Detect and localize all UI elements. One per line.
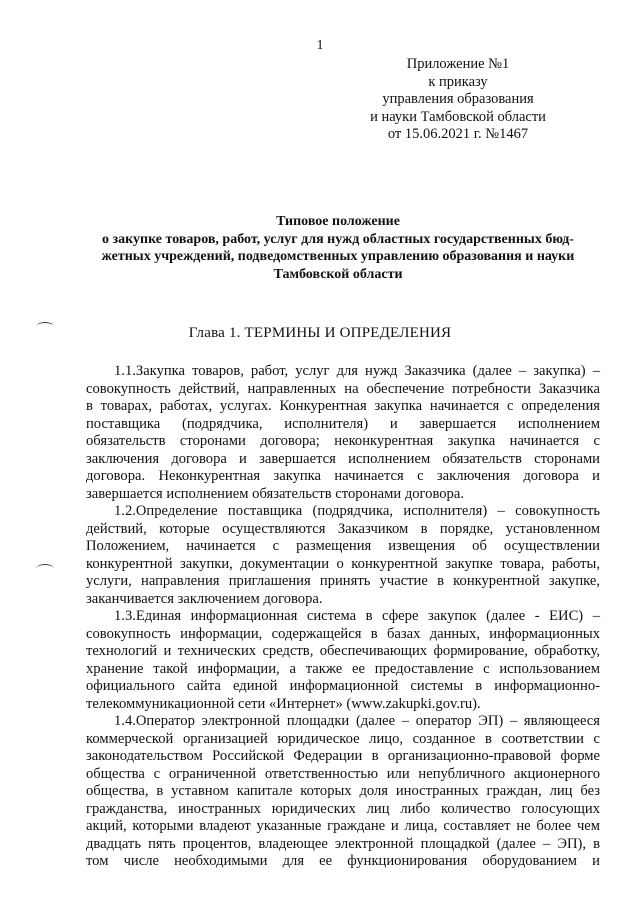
appendix-reference bbox=[328, 56, 588, 144]
body-line: коммерческой организацией юридическое лицо, созданное в соответствии с bbox=[86, 730, 600, 747]
body-line: 1.3.Единая информационная система в сфере закупок (далее - ЕИС) – bbox=[114, 608, 600, 624]
body-line: 1.4.Оператор электронной площадки (далее – оператор ЭП) – являющееся bbox=[114, 713, 600, 729]
appendix-line: к приказу bbox=[428, 73, 488, 90]
body-line: поставщика (подрядчика, исполнителя) и завершается исполнением bbox=[86, 415, 600, 432]
chapter-heading: Глава 1. ТЕРМИНЫ И ОПРЕДЕЛЕНИЯ bbox=[188, 325, 452, 341]
appendix-line: Приложение №1 bbox=[406, 56, 510, 72]
appendix-line: и науки Тамбовской области bbox=[370, 108, 546, 125]
title-line: о закупке товаров, работ, услуг для нужд областных государственных бюд- bbox=[102, 231, 574, 247]
body-line: совокупность информации, содержащейся в базах данных, информационных bbox=[86, 625, 600, 642]
body-line: двадцать пять процентов, владеющее электронной площадкой (далее – ЭП), в bbox=[86, 835, 600, 852]
body-line: действий, которые осуществляются Заказчиком в порядке, установленном bbox=[86, 520, 600, 537]
body-text bbox=[86, 363, 600, 871]
body-line: технологий и технических средств, обеспечивающих формирование, обработку, bbox=[86, 643, 600, 659]
body-line: официального сайта единой информационной системы в информационно- bbox=[86, 678, 600, 694]
body-line: законодательством Российской Федерации в организационно-правовой форме bbox=[86, 748, 600, 764]
title-line: жетных учреждений, подведомственных управлению образования и науки bbox=[101, 249, 575, 264]
body-line: заключения договора и завершается исполнением обязательств сторонами bbox=[86, 450, 600, 467]
document-title bbox=[70, 213, 606, 283]
title-line: Типовое положение bbox=[276, 214, 400, 229]
body-line: обязательств сторонами договора; неконкурентная закупка начинается с bbox=[86, 433, 600, 449]
appendix-line: управления образования bbox=[382, 91, 534, 107]
body-line: гражданства, иностранных юридических лиц либо количество голосующих bbox=[86, 800, 600, 817]
body-line: Положением, начинается с размещения извещения об осуществлении bbox=[86, 538, 600, 554]
appendix-line: от 15.06.2021 г. №1467 bbox=[387, 126, 529, 142]
title-line: Тамбовской области bbox=[273, 266, 403, 282]
body-line: 1.1.Закупка товаров, работ, услуг для нужд Заказчика (далее – закупка) – bbox=[114, 363, 600, 379]
body-line: заканчивается заключением договора. bbox=[86, 590, 323, 607]
body-line: совокупность действий, направленных на обеспечение потребности Заказчика bbox=[86, 380, 600, 397]
body-line: акций, которыми владеют указанные граждане и лица, составляет не более чем bbox=[86, 818, 600, 834]
body-line: договора. Неконкурентная закупка начинается с заключения договора и bbox=[86, 468, 600, 484]
body-line: в товарах, работах, услугах. Конкурентная закупка начинается с определения bbox=[86, 398, 600, 414]
body-line: услуги, направления приглашения принять участие в конкурентной закупке, bbox=[86, 573, 600, 589]
body-line: завершается исполнением обязательств сторонами договора. bbox=[86, 485, 464, 502]
body-line: телекоммуникационной сети «Интернет» (www.zakupki.gov.ru). bbox=[86, 695, 481, 712]
page-number: 1 bbox=[316, 38, 324, 53]
body-line: хранение такой информации, а также ее предоставление с использованием bbox=[86, 660, 600, 677]
body-line: том числе необходимыми для ее функционирования оборудованием и bbox=[86, 853, 600, 869]
margin-mark bbox=[36, 564, 54, 573]
body-line: 1.2.Определение поставщика (подрядчика, исполнителя) – совокупность bbox=[114, 503, 600, 519]
body-line: общества, в уставном капитале которых доля иностранных граждан, лиц без bbox=[86, 783, 600, 799]
body-line: общества с ограниченной ответственностью или непубличного акционерного bbox=[86, 765, 600, 782]
body-line: конкурентной закупки, документации о конкурентной закупке товара, работы, bbox=[86, 555, 600, 572]
